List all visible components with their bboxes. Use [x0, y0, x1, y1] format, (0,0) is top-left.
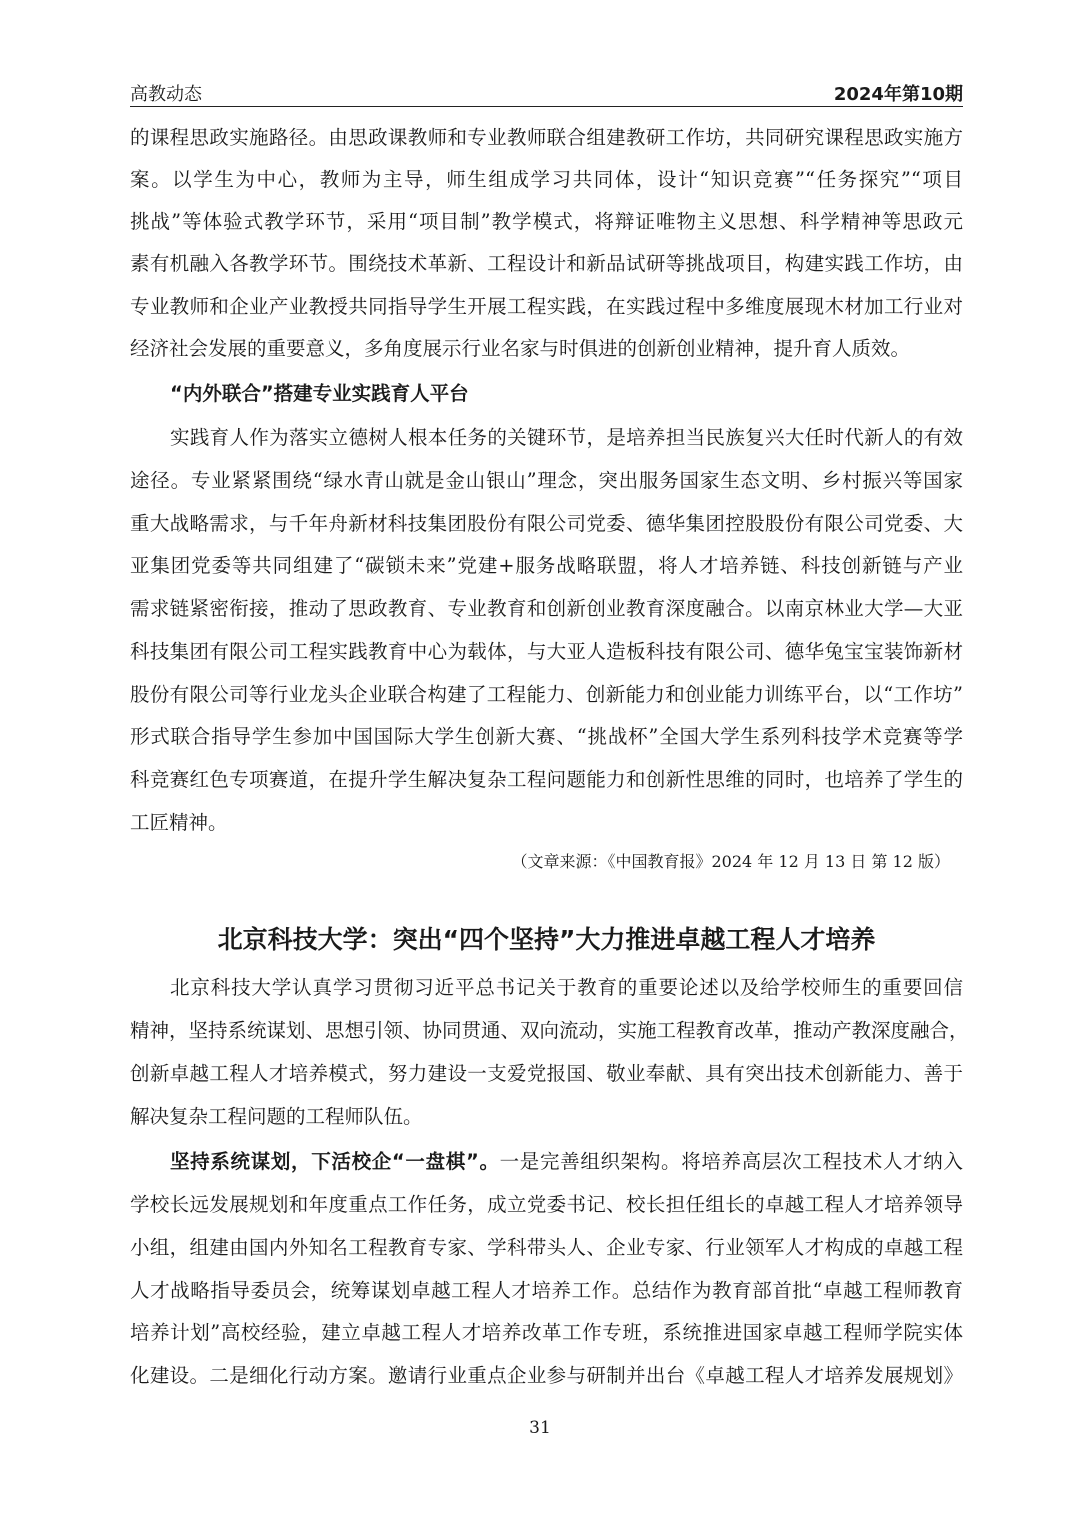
text-line: 需求链紧密衔接，推动了思政教育、专业教育和创新创业教育深度融合。以南京林业大学—大亚 [130, 597, 963, 620]
text-line: 学校长远发展规划和年度重点工作任务，成立党委书记、校长担任组长的卓越工程人才培养领导 [130, 1193, 963, 1216]
text-line: 培养计划”高校经验，建立卓越工程人才培养改革工作专班，系统推进国家卓越工程师学院实体 [130, 1321, 963, 1344]
issue-number: 2024年第10期 [833, 84, 963, 105]
text-line: 股份有限公司等行业龙头企业联合构建了工程能力、创新能力和创业能力训练平台，以“工作坊” [130, 683, 963, 706]
point-lead: 坚持系统谋划，下活校企“一盘棋”。 [170, 1150, 500, 1173]
text-line: 实践育人作为落实立德树人根本任务的关键环节，是培养担当民族复兴大任时代新人的有效 [170, 426, 963, 449]
text-line: 案。以学生为中心，教师为主导，师生组成学习共同体，设计“知识竞赛”“任务探究”“项目 [130, 168, 963, 191]
text-line: 工匠精神。 [130, 811, 228, 834]
text-line: 科竞赛红色专项赛道，在提升学生解决复杂工程问题能力和创新性思维的同时，也培养了学生的 [130, 768, 963, 791]
text-line: 人才战略指导委员会，统筹谋划卓越工程人才培养工作。总结作为教育部首批“卓越工程师教育 [130, 1279, 963, 1302]
text-line: 的课程思政实施路径。由思政课教师和专业教师联合组建教研工作坊，共同研究课程思政实施方 [130, 126, 963, 149]
text-line: 重大战略需求，与千年舟新材科技集团股份有限公司党委、德华集团控股股份有限公司党委、大 [130, 512, 963, 535]
article-title: 北京科技大学：突出“四个坚持”大力推进卓越工程人才培养 [217, 925, 876, 954]
text-line: 精神，坚持系统谋划、思想引领、协同贯通、双向流动，实施工程教育改革，推动产教深度融合， [130, 1019, 969, 1042]
publication-name: 高教动态 [130, 84, 202, 105]
text-line: 挑战”等体验式教学环节，采用“项目制”教学模式，将辩证唯物主义思想、科学精神等思政元 [130, 210, 963, 233]
text-line: 形式联合指导学生参加中国国际大学生创新大赛、“挑战杯”全国大学生系列科技学术竞赛等学 [130, 725, 963, 748]
text-line: 解决复杂工程问题的工程师队伍。 [130, 1105, 423, 1128]
page-number: 31 [529, 1418, 551, 1438]
point-text: 一是完善组织架构。将培养高层次工程技术人才纳入 [499, 1150, 963, 1173]
article-source: （文章来源：《中国教育报》2024 年 12 月 13 日 第 12 版） [511, 852, 950, 871]
page-header [130, 72, 963, 107]
text-line: 化建设。二是细化行动方案。邀请行业重点企业参与研制并出台《卓越工程人才培养发展规划》 [130, 1364, 963, 1387]
text-line: 小组，组建由国内外知名工程教育专家、学科带头人、企业专家、行业领军人才构成的卓越工程 [130, 1236, 963, 1259]
text-line [130, 1142, 963, 1182]
text-line: 素有机融入各教学环节。围绕技术革新、工程设计和新品试研等挑战项目，构建实践工作坊，由 [130, 252, 963, 275]
text-line: 亚集团党委等共同组建了“碳锁未来”党建+服务战略联盟，将人才培养链、科技创新链与产业 [130, 554, 963, 577]
text-line: 经济社会发展的重要意义，多角度展示行业名家与时俱进的创新创业精神，提升育人质效。 [130, 337, 911, 360]
text-line: 专业教师和企业产业教授共同指导学生开展工程实践，在实践过程中多维度展现木材加工行业对 [130, 295, 963, 318]
section-subheading: “内外联合”搭建专业实践育人平台 [170, 382, 469, 405]
text-line: 创新卓越工程人才培养模式，努力建设一支爱党报国、敬业奉献、具有突出技术创新能力、善于 [130, 1062, 963, 1085]
text-line: 途径。专业紧紧围绕“绿水青山就是金山银山”理念，突出服务国家生态文明、乡村振兴等国家 [130, 469, 963, 492]
text-line: 北京科技大学认真学习贯彻习近平总书记关于教育的重要论述以及给学校师生的重要回信 [170, 976, 963, 999]
text-line: 科技集团有限公司工程实践教育中心为载体，与大亚人造板科技有限公司、德华兔宝宝装饰新材 [130, 640, 963, 663]
